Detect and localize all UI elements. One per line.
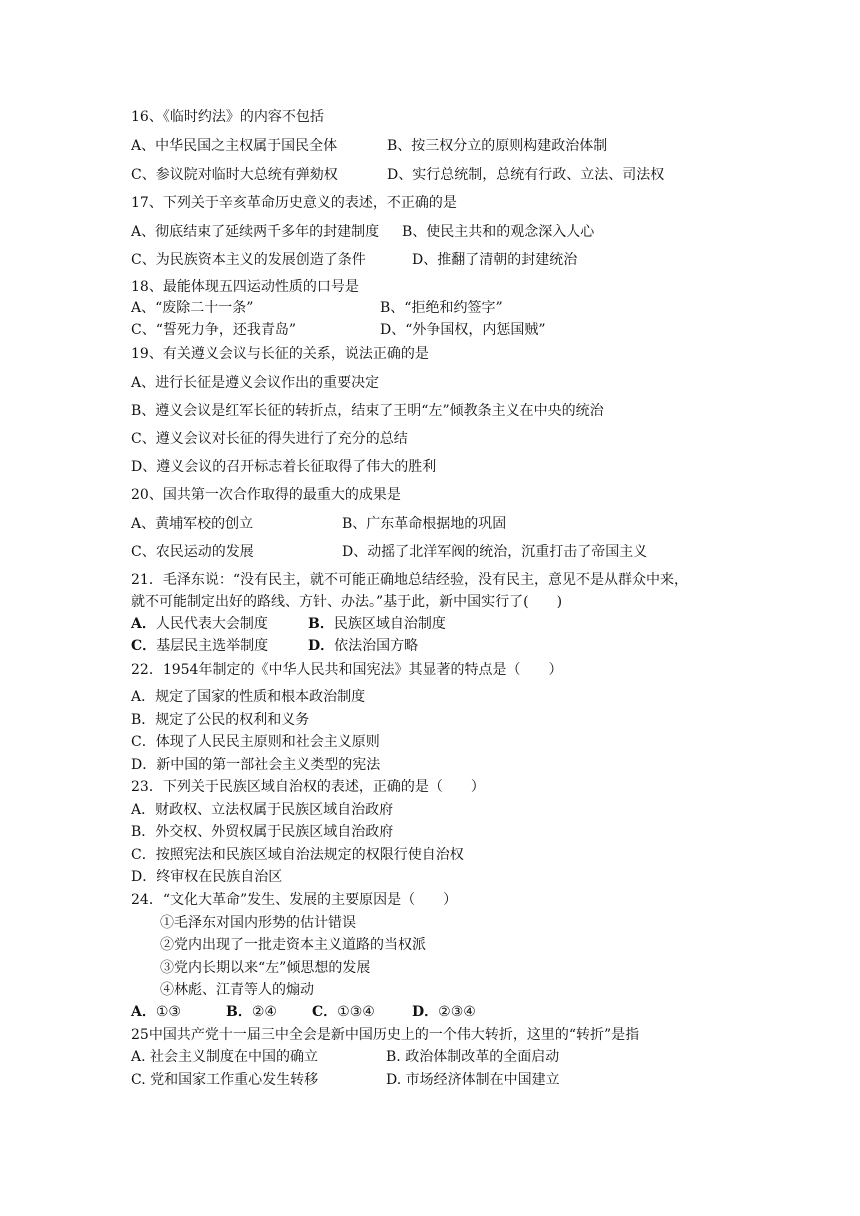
q24-option-a-text: ①③ xyxy=(155,1004,181,1020)
q24-stem: 24．“文化大革命”发生、发展的主要原因是（ ） xyxy=(131,892,458,908)
q24-item-3: ③党内长期以来“左”倾思想的发展 xyxy=(160,960,371,976)
q16-option-d: D、实行总统制，总统有行政、立法、司法权 xyxy=(387,167,665,183)
q18-option-b: B、“拒绝和约签字” xyxy=(380,300,503,316)
q24-option-d-key: D． xyxy=(412,1004,439,1020)
q17-option-b: B、使民主共和的观念深入人心 xyxy=(402,224,595,240)
q23-option-a: A．财政权、立法权属于民族区域自治政府 xyxy=(131,802,394,818)
q17-option-c: C、为民族资本主义的发展创造了条件 xyxy=(131,252,366,268)
q16-stem: 16、《临时约法》的内容不包括 xyxy=(131,109,324,125)
q24-option-c-key: C． xyxy=(312,1004,338,1020)
q24-item-4: ④林彪、江青等人的煽动 xyxy=(160,982,314,998)
q21-option-c-key: C． xyxy=(131,638,157,654)
q24-option-c xyxy=(312,1003,375,1021)
q22-option-b: B．规定了公民的权利和义务 xyxy=(131,712,310,728)
q20-option-d: D、动摇了北洋军阀的统治，沉重打击了帝国主义 xyxy=(342,544,648,560)
q25-option-d: D. 市场经济体制在中国建立 xyxy=(386,1072,560,1088)
q20-stem: 20、国共第一次合作取得的最重大的成果是 xyxy=(131,487,401,503)
q23-option-b: B．外交权、外贸权属于民族区域自治政府 xyxy=(131,824,394,840)
q19-option-d: D、遵义会议的召开标志着长征取得了伟大的胜利 xyxy=(131,459,437,475)
q21-option-a-text: 人民代表大会制度 xyxy=(155,616,268,632)
q17-option-d: D、推翻了清朝的封建统治 xyxy=(412,252,578,268)
q20-option-c: C、农民运动的发展 xyxy=(131,544,254,560)
q19-option-c: C、遵义会议对长征的得失进行了充分的总结 xyxy=(131,431,408,447)
q16-option-c: C、参议院对临时大总统有弹劾权 xyxy=(131,167,338,183)
q22-stem: 22．1954年制定的《中华人民共和国宪法》其显著的特点是（ ） xyxy=(131,662,563,678)
q24-option-a-key: A． xyxy=(131,1004,156,1020)
q25-option-a: A. 社会主义制度在中国的确立 xyxy=(131,1049,319,1065)
q18-option-a: A、“废除二十一条” xyxy=(131,300,254,316)
q18-option-c: C、“誓死力争，还我青岛” xyxy=(131,322,297,338)
q22-option-d: D．新中国的第一部社会主义类型的宪法 xyxy=(131,757,381,773)
q24-option-b xyxy=(226,1003,277,1021)
q17-stem: 17、下列关于辛亥革命历史意义的表述，不正确的是 xyxy=(131,195,457,211)
q19-option-a: A、进行长征是遵义会议作出的重要决定 xyxy=(131,375,380,391)
q24-option-a xyxy=(131,1003,181,1021)
q20-option-a: A、黄埔军校的创立 xyxy=(131,516,254,532)
q24-option-d xyxy=(412,1003,476,1021)
q23-option-d: D．终审权在民族自治区 xyxy=(131,869,283,885)
q25-option-b: B. 政治体制改革的全面启动 xyxy=(386,1049,560,1065)
q24-item-1: ①毛泽东对国内形势的估计错误 xyxy=(160,915,356,931)
q24-option-d-text: ②③④ xyxy=(438,1004,476,1020)
q21-option-d-key: D． xyxy=(308,638,335,654)
q20-option-b: B、广东革命根据地的巩固 xyxy=(342,516,507,532)
q25-option-c: C. 党和国家工作重心发生转移 xyxy=(131,1072,319,1088)
q21-option-a xyxy=(131,615,268,633)
q21-option-b-text: 民族区域自治制度 xyxy=(333,616,446,632)
q21-option-c-text: 基层民主选举制度 xyxy=(156,638,269,654)
q16-option-b: B、按三权分立的原则构建政治体制 xyxy=(387,138,608,154)
q19-option-b: B、遵义会议是红军长征的转折点，结束了王明“左”倾教条主义在中央的统治 xyxy=(131,403,604,419)
q16-option-a: A、中华民国之主权属于国民全体 xyxy=(131,138,338,154)
q21-stem-line1: 21．毛泽东说：“没有民主，就不可能正确地总结经验，没有民主，意见不是从群众中来， xyxy=(131,572,688,588)
q24-option-b-key: B． xyxy=(226,1004,252,1020)
q18-stem: 18、最能体现五四运动性质的口号是 xyxy=(131,279,359,295)
q23-stem: 23．下列关于民族区域自治权的表述，正确的是（ ） xyxy=(131,779,485,795)
q24-option-b-text: ②④ xyxy=(251,1004,277,1020)
q22-option-a: A．规定了国家的性质和根本政治制度 xyxy=(131,689,366,705)
q21-option-d-text: 依法治国方略 xyxy=(334,638,419,654)
q21-stem-line2: 就不可能制定出好的路线、方针、办法。”基于此，新中国实行了( ) xyxy=(131,594,563,610)
q19-stem: 19、有关遵义会议与长征的关系，说法正确的是 xyxy=(131,346,429,362)
q21-option-c xyxy=(131,637,268,655)
q18-option-d: D、“外争国权，内惩国贼” xyxy=(380,322,546,338)
q21-option-b xyxy=(308,615,446,633)
q23-option-c: C．按照宪法和民族区域自治法规定的权限行使自治权 xyxy=(131,847,464,863)
q24-option-c-text: ①③④ xyxy=(337,1004,375,1020)
q24-item-2: ②党内出现了一批走资本主义道路的当权派 xyxy=(160,937,426,953)
q21-option-a-key: A． xyxy=(131,616,156,632)
q22-option-c: C．体现了人民民主原则和社会主义原则 xyxy=(131,734,380,750)
q17-option-a: A、彻底结束了延续两千多年的封建制度 xyxy=(131,224,380,240)
q21-option-b-key: B． xyxy=(308,616,334,632)
q21-option-d xyxy=(308,637,418,655)
q25-stem: 25中国共产党十一届三中全会是新中国历史上的一个伟大转折，这里的“转折”是指 xyxy=(131,1027,640,1043)
